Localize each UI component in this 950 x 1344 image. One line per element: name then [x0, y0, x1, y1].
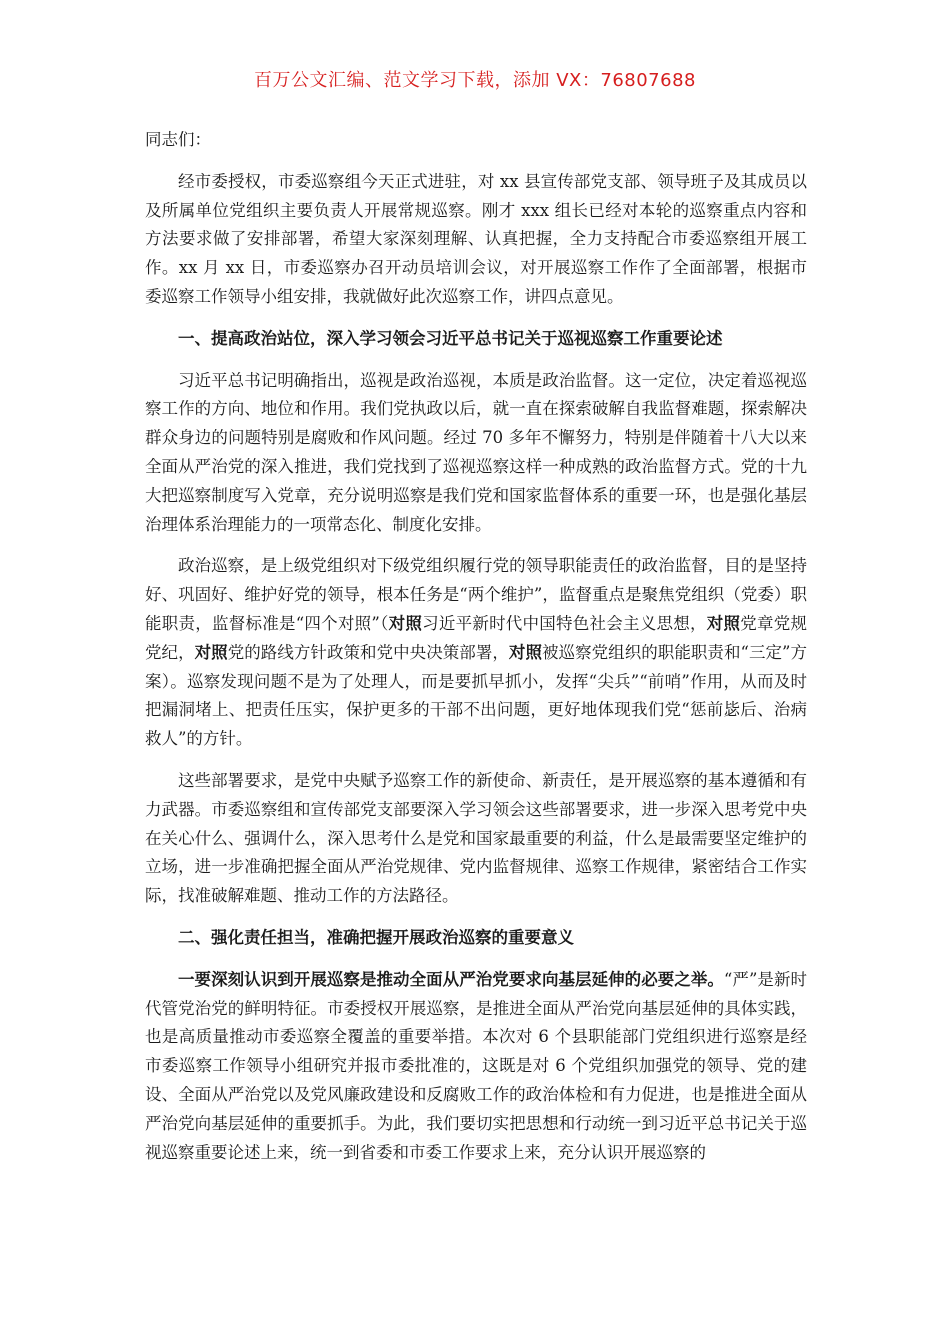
emphasis-duizhao: 对照 [194, 642, 228, 662]
text-run: 习近平新时代中国特色社会主义思想， [422, 613, 707, 633]
paragraph-deployment-requirements: 这些部署要求，是党中央赋予巡察工作的新使命、新责任，是开展巡察的基本遵循和有力武器。市委巡察组和宣传部党支部要深入学习领会这些部署要求，进一步深入思考党中央在关心什么、强调什么，深入思考什么是党和国家最重要的利益，什么是最需要坚定维护的立场，进一步准确把握全面从严治党规律、党内监督规律、巡察工作规律，紧密结合工作实际，找准破解难题、推动工作的方法路径。 [145, 770, 807, 906]
lead-sentence: 一要深刻认识到开展巡察是推动全面从严治党要求向基层延伸的必要之举。 [178, 969, 724, 989]
greeting: 同志们： [145, 130, 211, 149]
section-heading-1: 一、提高政治站位，深入学习领会习近平总书记关于巡视巡察工作重要论述 [178, 328, 723, 348]
header-banner: 百万公文汇编、范文学习下载，添加 VX：76807688 [254, 70, 696, 91]
document-body [145, 126, 807, 1180]
paragraph-intro: 经市委授权，市委巡察组今天正式进驻，对 xx 县宣传部党支部、领导班子及其成员以及所属单位党组织主要负责人开展常规巡察。刚才 xxx 组长已经对本轮的巡察重点内容和方法要求做了安排部署，希望大家深刻理解、认真把握，全力支持配合市委巡察组开展工作。xx 月 xx 日，市委巡察办召开动员培训会议，对开展巡察工作作了全面部署，根据市委巡察工作领导小组安排，我就做好此次巡察工作，讲四点意见。 [145, 171, 807, 306]
emphasis-duizhao: 对照 [706, 613, 741, 633]
text-run: 党的路线方针政策和党中央决策部署， [227, 642, 509, 662]
text-run: 党章党规党纪， [145, 613, 808, 662]
paragraph-political-inspection-purpose [145, 552, 807, 754]
text-run: “严”是新时代管党治党的鲜明特征。市委授权开展巡察，是推进全面从严治党向基层延伸的具体实践，也是高质量推动市委巡察全覆盖的重要举措。本次对 6 个县职能部门党组织进行巡察是经市委巡察工作领导小组研究并报市委批准的，这既是对 6 个党组织加强党的领导、党的建设、全面从严治党以及党风廉政建设和反腐败工作的政治体检和有力促进，也是推进全面从严治党向基层延伸的重要抓手。为此，我们要切实把思想和行动统一到习近平总书记关于巡视巡察重要论述上来，统一到省委和市委工作要求上来，充分认识开展巡察的 [145, 969, 808, 1162]
section-heading-2: 二、强化责任担当，准确把握开展政治巡察的重要意义 [178, 927, 574, 947]
paragraph-political-inspection-definition: 习近平总书记明确指出，巡视是政治巡视，本质是政治监督。这一定位，决定着巡视巡察工作的方向、地位和作用。我们党执政以后，就一直在探索破解自我监督难题，探索解决群众身边的问题特别是腐败和作风问题。经过 70 多年不懈努力，特别是伴随着十八大以来全面从严治党的深入推进，我们党找到了巡视巡察这样一种成熟的政治监督方式。党的十九大把巡察制度写入党章，充分说明巡察是我们党和国家监督体系的重要一环，也是强化基层治理体系治理能力的一项常态化、制度化安排。 [145, 370, 807, 534]
emphasis-duizhao: 对照 [508, 642, 543, 662]
paragraph-point-one [145, 966, 807, 1168]
text-run: 政治巡察，是上级党组织对下级党组织履行党的领导职能责任的政治监督，目的是坚持好、巩固好、维护好党的领导，根本任务是“两个维护”，监督重点是聚焦党组织（党委）职能职责，监督标准是“四个对照”（ [145, 556, 807, 633]
text-run: 被巡察党组织的职能职责和“三定”方案）。巡察发现问题不是为了处理人，而是要抓早抓小，发挥“尖兵”“前哨”作用，从而及时把漏洞堵上、把责任压实，保护更多的干部不出问题，更好地体现我们党“惩前毖后、治病救人”的方针。 [145, 642, 808, 749]
emphasis-duizhao: 对照 [388, 613, 423, 633]
